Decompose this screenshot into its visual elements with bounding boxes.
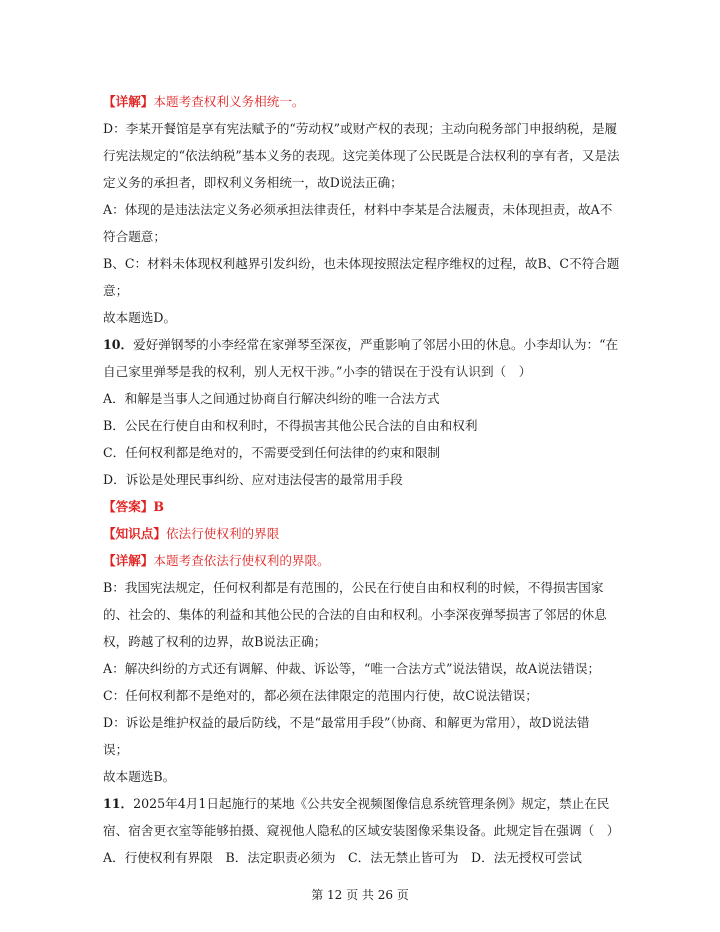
detail-text: 本题考查权利义务相统一。 bbox=[153, 94, 305, 109]
option-a: A．和解是当事人之间通过协商自行解决纠纷的唯一合法方式 bbox=[103, 391, 440, 406]
knowledge-tag: 【知识点】 bbox=[103, 526, 166, 541]
question-10-stem bbox=[103, 337, 623, 353]
text-line: A：体现的是违法法定义务必须承担法律责任，材料中李某是合法履责，未体现担责，故A不 bbox=[103, 202, 613, 217]
text-line: 宿、宿舍更衣室等能够拍摄、窥视他人隐私的区域安装图像采集设备。此规定旨在强调（ ） bbox=[103, 823, 620, 838]
question-number: 11． bbox=[103, 796, 134, 811]
text-line: D：诉讼是维护权益的最后防线，不是“最常用手段”（协商、和解更为常用），故D说法错 bbox=[103, 715, 590, 730]
text-line: 误； bbox=[103, 742, 129, 757]
text-line: B、C：材料未体现权利越界引发纠纷，也未体现按照法定程序维权的过程，故B、C不符合题 bbox=[103, 256, 620, 271]
answer-line bbox=[103, 499, 623, 515]
text-line: C：任何权利都不是绝对的，都必须在法律限定的范围内行使，故C说法错误； bbox=[103, 688, 538, 703]
detail-heading-q9 bbox=[103, 94, 623, 110]
text-line: 权，跨越了权利的边界，故B说法正确； bbox=[103, 634, 327, 649]
knowledge-text: 依法行使权利的界限 bbox=[165, 526, 280, 541]
answer-value: B bbox=[153, 499, 165, 514]
text-line: 故本题选D。 bbox=[103, 310, 177, 325]
text-line: 定义务的承担者，即权利义务相统一，故D说法正确； bbox=[103, 175, 403, 190]
text-line: A：解决纠纷的方式还有调解、仲裁、诉讼等，“唯一合法方式”说法错误，故A说法错误； bbox=[103, 661, 601, 676]
text-line: 故本题选B。 bbox=[103, 769, 176, 784]
stem-text: 2025年4月1日起施行的某地《公共安全视频图像信息系统管理条例》规定，禁止在民 bbox=[133, 796, 610, 811]
question-11-stem bbox=[103, 796, 623, 812]
option-b: B．公民在行使自由和权利时，不得损害其他公民合法的自由和权利 bbox=[103, 418, 478, 433]
answer-tag: 【答案】 bbox=[103, 499, 154, 514]
detail-text: 本题考查依法行使权利的界限。 bbox=[153, 553, 330, 568]
text-line: 的、社会的、集体的利益和其他公民的合法的自由和权利。小李深夜弹琴损害了邻居的休息 bbox=[103, 607, 607, 622]
text-line: 自己家里弹琴是我的权利，别人无权干涉。”小李的错误在于没有认识到（ ） bbox=[103, 364, 532, 379]
text-line: 意； bbox=[103, 283, 129, 298]
page-footer: 第 12 页 共 26 页 bbox=[311, 888, 409, 902]
stem-text: 爱好弹钢琴的小李经常在家弹琴至深夜，严重影响了邻居小田的休息。小李却认为：“在 bbox=[133, 337, 619, 352]
detail-tag: 【详解】 bbox=[103, 94, 154, 109]
option-c: C．任何权利都是绝对的，不需要受到任何法律的约束和限制 bbox=[103, 445, 441, 460]
text-line: B：我国宪法规定，任何权利都是有范围的，公民在行使自由和权利的时候，不得损害国家 bbox=[103, 580, 604, 595]
knowledge-line bbox=[103, 526, 623, 542]
text-line: D：李某开餐馆是享有宪法赋予的“劳动权”或财产权的表现；主动向税务部门申报纳税，是履 bbox=[103, 121, 618, 136]
option-d: D．诉讼是处理民事纠纷、应对违法侵害的最常用手段 bbox=[103, 472, 403, 487]
options-line: A．行使权利有界限 B．法定职责必须为 C．法无禁止皆可为 D．法无授权可尝试 bbox=[103, 850, 582, 865]
detail-heading-q10 bbox=[103, 553, 623, 569]
text-line: 行宪法规定的“依法纳税”基本义务的表现。这完美体现了公民既是合法权利的享有者，又是法 bbox=[103, 148, 620, 163]
text-line: 符合题意； bbox=[103, 229, 166, 244]
question-number: 10． bbox=[103, 337, 134, 352]
detail-tag: 【详解】 bbox=[103, 553, 154, 568]
